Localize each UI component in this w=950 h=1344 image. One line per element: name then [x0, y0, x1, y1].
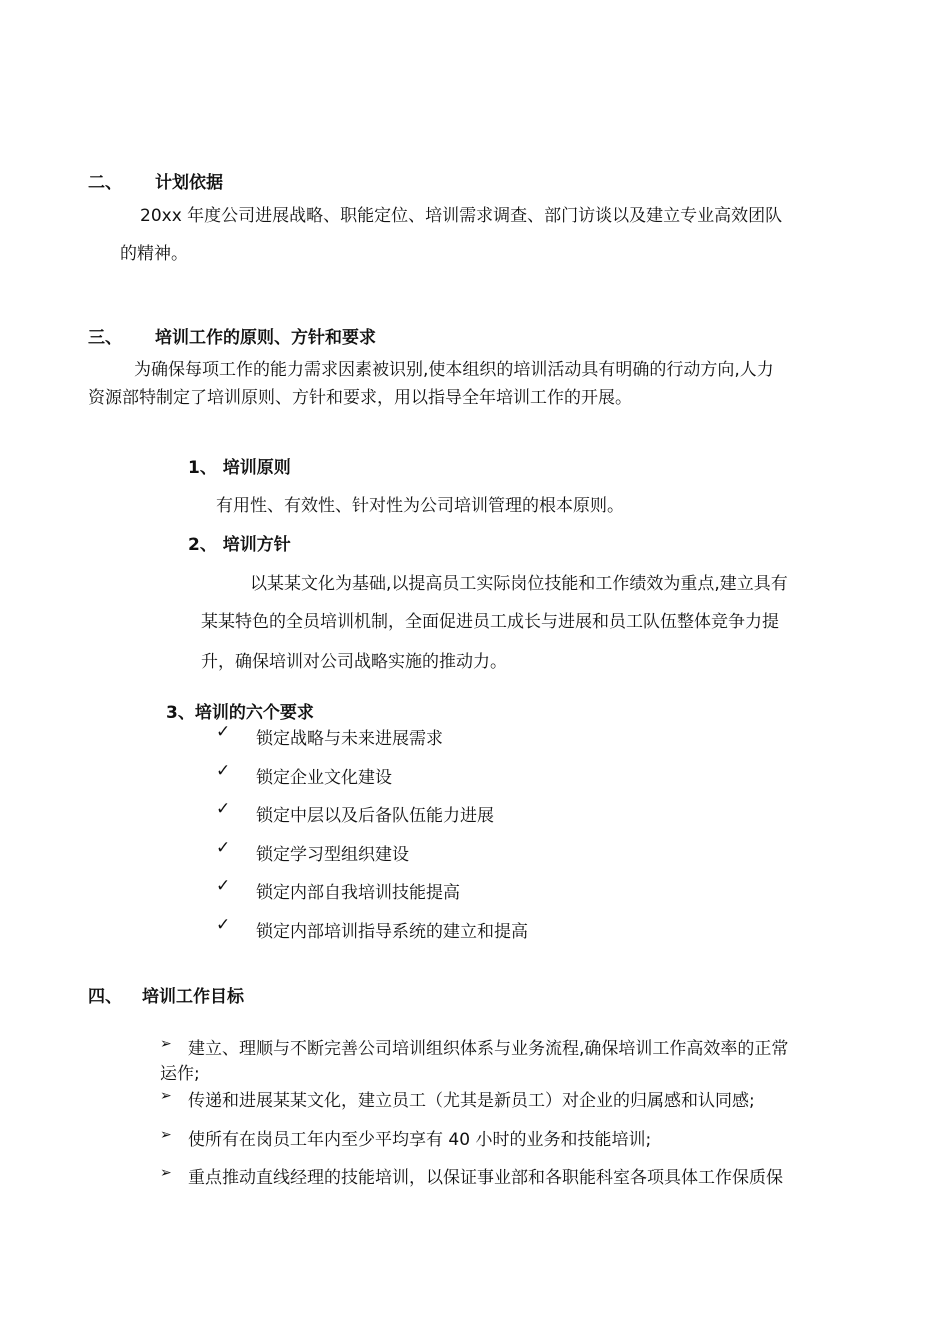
- goal-item-line1: 建立、理顺与不断完善公司培训组织体系与业务流程,确保培训工作高效率的正常: [188, 1039, 789, 1059]
- section-3-number: 三、: [88, 328, 122, 348]
- section-4-number: 四、: [88, 987, 122, 1007]
- section-2-title: 计划依据: [155, 173, 223, 193]
- requirement-item: 锁定学习型组织建设: [256, 845, 409, 865]
- section-4-title: 培训工作目标: [142, 987, 244, 1007]
- requirement-item: 锁定企业文化建设: [256, 768, 392, 788]
- training-policy-heading: 2、 培训方针: [188, 535, 291, 555]
- check-icon: ✓: [216, 876, 231, 896]
- check-icon: ✓: [216, 838, 231, 858]
- check-icon: ✓: [216, 799, 231, 819]
- goal-item-line1: 重点推动直线经理的技能培训，以保证事业部和各职能科室各项具体工作保质保: [188, 1168, 783, 1188]
- requirement-item: 锁定中层以及后备队伍能力进展: [256, 806, 494, 826]
- arrow-bullet-icon: ➢: [160, 1165, 172, 1181]
- six-requirements-heading: 3、培训的六个要求: [166, 703, 314, 723]
- training-principle-text: 有用性、有效性、针对性为公司培训管理的根本原则。: [216, 496, 624, 516]
- check-icon: ✓: [216, 915, 231, 935]
- arrow-bullet-icon: ➢: [160, 1036, 172, 1052]
- check-icon: ✓: [216, 761, 231, 781]
- section-3-title: 培训工作的原则、方针和要求: [155, 328, 376, 348]
- goal-item-line1: 使所有在岗员工年内至少平均享有 40 小时的业务和技能培训;: [188, 1130, 652, 1150]
- section-2-number: 二、: [88, 173, 122, 193]
- section-3-paragraph-line2: 资源部特制定了培训原则、方针和要求，用以指导全年培训工作的开展。: [88, 388, 632, 408]
- training-policy-line1: 以某某文化为基础,以提高员工实际岗位技能和工作绩效为重点,建立具有: [250, 574, 788, 594]
- requirement-item: 锁定战略与未来进展需求: [256, 729, 443, 749]
- goal-item-line1: 传递和进展某某文化，建立员工（尤其是新员工）对企业的归属感和认同感;: [188, 1091, 755, 1111]
- section-2-paragraph-line2: 的精神。: [120, 244, 188, 264]
- requirement-item: 锁定内部培训指导系统的建立和提高: [256, 922, 528, 942]
- arrow-bullet-icon: ➢: [160, 1127, 172, 1143]
- training-policy-line3: 升，确保培训对公司战略实施的推动力。: [201, 652, 507, 672]
- training-principle-heading: 1、 培训原则: [188, 458, 291, 478]
- section-3-paragraph-line1: 为确保每项工作的能力需求因素被识别,使本组织的培训活动具有明确的行动方向,人力: [134, 360, 774, 380]
- requirement-item: 锁定内部自我培训技能提高: [256, 883, 460, 903]
- arrow-bullet-icon: ➢: [160, 1088, 172, 1104]
- section-2-paragraph-line1: 20xx 年度公司进展战略、职能定位、培训需求调查、部门访谈以及建立专业高效团队: [140, 206, 783, 226]
- training-policy-line2: 某某特色的全员培训机制，全面促进员工成长与进展和员工队伍整体竞争力提: [201, 612, 779, 632]
- check-icon: ✓: [216, 722, 231, 742]
- goal-item-line2: 运作;: [160, 1064, 200, 1084]
